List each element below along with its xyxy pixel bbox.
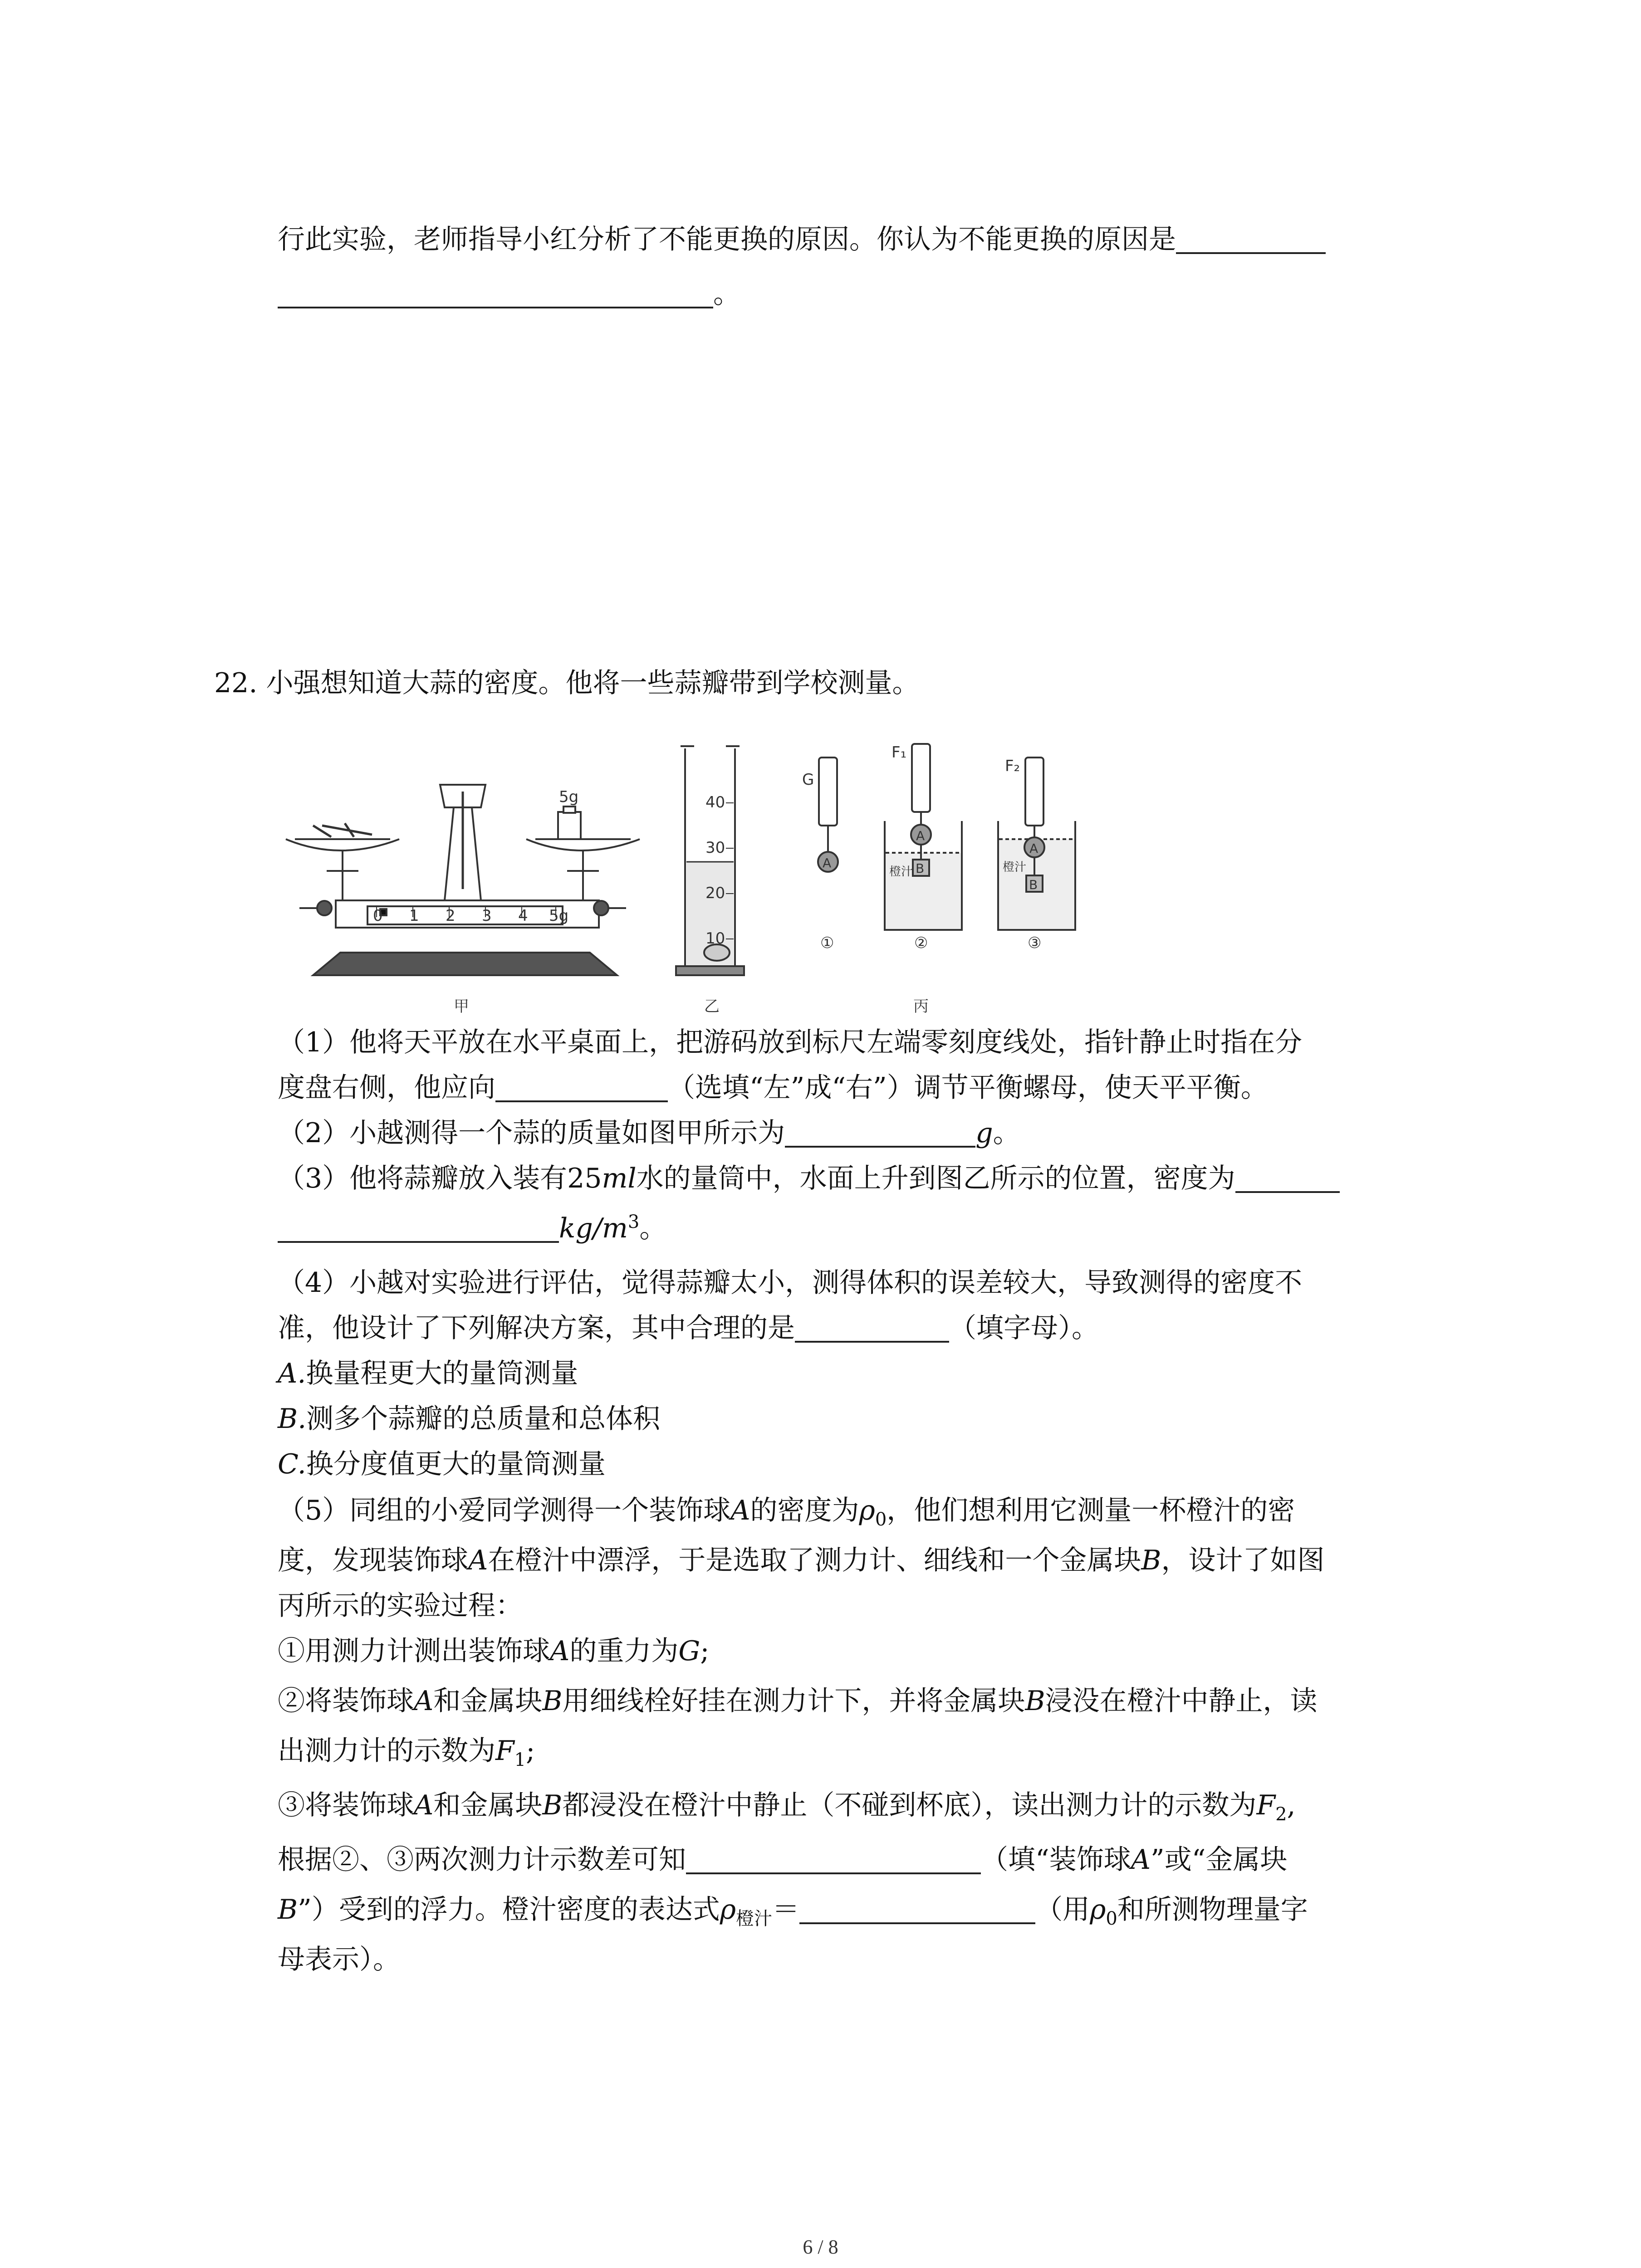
answer-blank-juice-density[interactable] [799, 1893, 1035, 1924]
juice-label-2: 橙汁 [889, 865, 913, 879]
block-B-2: B [916, 861, 925, 876]
question-22-stem: 22. 小强想知道大蒜的密度。他将一些蒜瓣带到学校测量。 [214, 667, 920, 699]
option-a: A.换量程更大的量筒测量 [278, 1358, 578, 1389]
label-F1: F₁ [892, 743, 907, 762]
answer-blank-mass[interactable] [785, 1117, 975, 1148]
experiment-figure [281, 739, 1143, 1016]
answer-blank-choice[interactable] [795, 1312, 949, 1343]
step-5-line: B”）受到的浮力。橙汁密度的表达式$\rho_{橙汁}=$ （用$\rho_0$和所测物理量字 [278, 1894, 1308, 1929]
ball-A-3: A [1029, 841, 1038, 856]
part-1-line-b: 度盘右侧，他应向 （选填“左”成“右”）调节平衡螺母，使天平平衡。 [278, 1072, 1268, 1104]
answer-blank-buoyancy-object[interactable] [686, 1843, 981, 1874]
balance-weight-label: 5g [559, 788, 579, 806]
caption-yi: 乙 [704, 997, 720, 1016]
spring-scale-1 [818, 758, 838, 872]
ball-A-2: A [916, 828, 925, 843]
step-4-line: 根据②、③两次测力计示数差可知 （填“装饰球A”或“金属块 [278, 1844, 1288, 1876]
part-5-line-a: （5）同组的小爱同学测得一个装饰球A的密度为$\rho_0$，他们想利用它测量一杯橙汁的密 [278, 1495, 1295, 1530]
label-G: G [802, 771, 814, 789]
answer-blank-density[interactable] [1235, 1162, 1340, 1193]
prev-question-line-1: 行此实验，老师指导小红分析了不能更换的原因。你认为不能更换的原因是 [278, 217, 1439, 262]
part-3-line-b: $kg/m^3$。 [278, 1206, 1439, 1251]
part-4-line-a: （4）小越对实验进行评估，觉得蒜瓣太小，测得体积的误差较大，导致测得的密度不 [278, 1267, 1303, 1299]
prev-question-line-2: 。 [278, 271, 1439, 317]
juice-label-3: 橙汁 [1003, 860, 1027, 874]
step-label-2: ② [914, 934, 928, 952]
cylinder-tick-40: 40 [705, 793, 725, 811]
label-F2: F₂ [1005, 757, 1020, 775]
step-label-1: ① [820, 934, 834, 952]
cylinder-tick-20: 20 [705, 884, 725, 902]
step-2-line-a: ②将装饰球A和金属块B用细线栓好挂在测力计下，并将金属块B浸没在橙汁中静止，读 [278, 1685, 1318, 1717]
ruler-label-2: 2 [446, 907, 456, 925]
ruler-label-3: 3 [482, 907, 492, 925]
ruler-label-4: 4 [518, 907, 528, 925]
step-6-line: 母表示）。 [278, 1944, 400, 1975]
step-1-line: ①用测力计测出装饰球A的重力为G; [278, 1635, 710, 1667]
answer-blank-reason[interactable] [1176, 223, 1326, 254]
step-2-line-b: 出测力计的示数为$F_1$; [278, 1735, 535, 1770]
caption-bing: 丙 [913, 997, 929, 1016]
ruler-label-5g: 5g [549, 907, 569, 925]
page-number: 6 / 8 [803, 2236, 838, 2258]
part-3-line-a: （3）他将蒜瓣放入装有25ml水的量筒中，水面上升到图乙所示的位置，密度为 [278, 1156, 1439, 1201]
step-3-line: ③将装饰球A和金属块B都浸没在橙汁中静止（不碰到杯底），读出测力计的示数为$F_2$, [278, 1789, 1296, 1825]
balance-scale [286, 785, 640, 975]
part-4-line-b: 准，他设计了下列解决方案，其中合理的是 （填字母）。 [278, 1312, 1099, 1344]
block-B-3: B [1029, 877, 1038, 892]
ruler-label-0: 0 [373, 907, 383, 925]
answer-blank-reason-cont[interactable] [278, 278, 713, 308]
part-1-line-a: （1）他将天平放在水平桌面上，把游码放到标尺左端零刻度线处，指针静止时指在分 [278, 1026, 1303, 1058]
ball-A-1: A [823, 855, 832, 870]
option-b: B.测多个蒜瓣的总质量和总体积 [278, 1403, 661, 1435]
experiment-figure-svg [281, 739, 1143, 1016]
answer-blank-direction[interactable] [495, 1071, 668, 1102]
ruler-label-1: 1 [409, 907, 419, 925]
part-2-line: （2）小越测得一个蒜的质量如图甲所示为 g。 [278, 1117, 1020, 1149]
caption-jia: 甲 [454, 997, 469, 1016]
answer-blank-density-cont[interactable] [278, 1212, 559, 1243]
cylinder-tick-30: 30 [705, 839, 725, 857]
part-5-line-b: 度，发现装饰球A在橙汁中漂浮，于是选取了测力计、细线和一个金属块B，设计了如图 [278, 1545, 1325, 1576]
cylinder-tick-10: 10 [705, 929, 725, 948]
part-5-line-c: 丙所示的实验过程： [278, 1590, 523, 1622]
option-c: C.换分度值更大的量筒测量 [278, 1448, 606, 1480]
step-label-3: ③ [1028, 934, 1042, 952]
